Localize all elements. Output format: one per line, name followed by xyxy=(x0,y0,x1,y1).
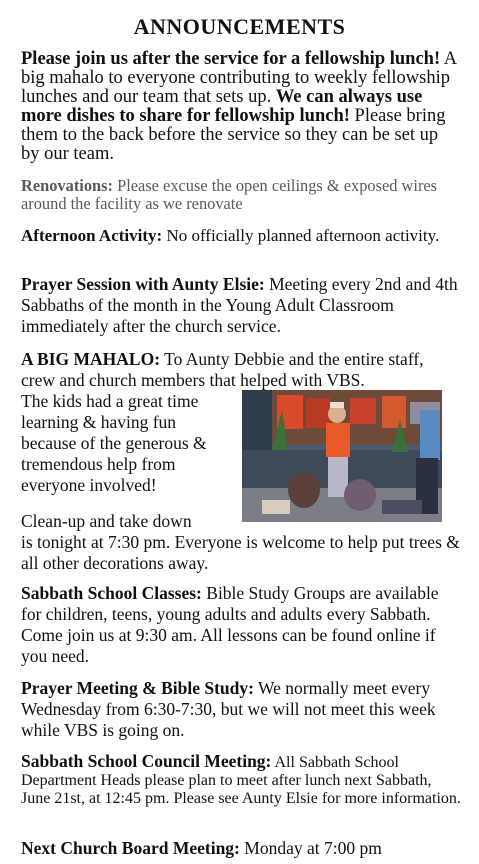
board-meeting-announcement xyxy=(21,838,461,859)
fellowship-lunch-announcement xyxy=(21,50,461,164)
cleanup-text: is tonight at 7:30 pm. Everyone is welcome to help put trees & all other decorations away. xyxy=(21,532,460,573)
renovations-label: Renovations: xyxy=(21,176,113,195)
council-meeting-announcement xyxy=(21,752,461,808)
mahalo-text: To Aunty Debbie and the entire staff, crew and church members that helped with VBS. xyxy=(21,349,424,390)
prayer-session-announcement xyxy=(21,274,461,337)
council-text: All Sabbath School Department Heads please plan to meet after lunch next Sabbath, June 21st, at 12:45 pm. Please see Aunty Elsie for more information. xyxy=(21,754,461,807)
mahalo-line: everyone involved! xyxy=(21,475,157,495)
page-title: ANNOUNCEMENTS xyxy=(133,14,346,39)
fellowship-heading: Please join us after the service for a fellowship lunch! xyxy=(21,49,441,69)
fellowship-dishes-heading: We can always use more dishes to share for fellowship lunch! xyxy=(21,87,423,126)
afternoon-activity-announcement xyxy=(21,226,461,245)
prayer-session-label: Prayer Session with Aunty Elsie: xyxy=(21,274,265,294)
afternoon-text: No officially planned afternoon activity. xyxy=(162,226,440,245)
mahalo-left-column xyxy=(21,391,241,496)
mahalo-announcement xyxy=(21,349,461,391)
cleanup-announcement xyxy=(21,511,461,574)
vbs-photo-image xyxy=(242,390,442,522)
council-label: Sabbath School Council Meeting: xyxy=(21,751,272,771)
fellowship-text: A big mahalo to everyone contributing to weekly fellowship lunches and our team that sets up. xyxy=(21,49,457,107)
fellowship-text-2: Please bring them to the back before the service so they can be set up by our team. xyxy=(21,106,446,164)
cleanup-line-1: Clean-up and take down xyxy=(21,511,192,531)
prayer-meeting-announcement xyxy=(21,678,461,741)
mahalo-line: The kids had a great time xyxy=(21,391,199,411)
prayer-session-text: Meeting every 2nd and 4th Sabbaths of the month in the Young Adult Classroom immediately after the church service. xyxy=(21,274,458,336)
renovations-announcement xyxy=(21,177,461,212)
prayer-meeting-text: We normally meet every Wednesday from 6:30-7:30, but we will not meet this week while VBS is going on. xyxy=(21,678,436,740)
sabbath-school-label: Sabbath School Classes: xyxy=(21,583,202,603)
board-text: Monday at 7:00 pm xyxy=(239,838,382,858)
mahalo-label: A BIG MAHALO: xyxy=(21,349,161,369)
sabbath-school-announcement xyxy=(21,583,461,667)
renovations-text: Please excuse the open ceilings & exposed wires around the facility as we renovate xyxy=(21,176,438,213)
board-label: Next Church Board Meeting: xyxy=(21,838,240,858)
prayer-meeting-label: Prayer Meeting & Bible Study: xyxy=(21,678,254,698)
vbs-photo xyxy=(242,390,442,522)
mahalo-line: because of the generous & xyxy=(21,433,207,453)
mahalo-line: learning & having fun xyxy=(21,412,177,432)
mahalo-line: tremendous help from xyxy=(21,454,176,474)
sabbath-school-text: Bible Study Groups are available for children, teens, young adults and adults every Sabbath. Come join us at 9:30 am. All lessons can be found online if you need. xyxy=(21,583,439,666)
afternoon-label: Afternoon Activity: xyxy=(21,226,163,245)
